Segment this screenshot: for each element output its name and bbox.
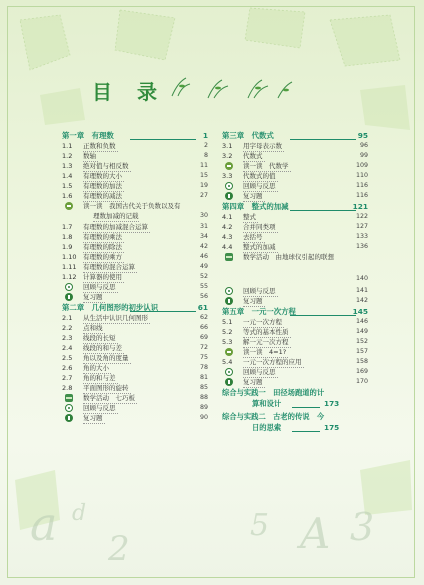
exercise-icon: [65, 293, 73, 301]
section-number: 1.5: [62, 182, 73, 190]
entry-title: 用字母表示数: [243, 142, 282, 150]
page-number: 99: [359, 152, 368, 159]
toc-chapter-heading[interactable]: [222, 201, 370, 212]
toc-entry[interactable]: [62, 333, 210, 343]
toc-entry[interactable]: [62, 413, 210, 423]
entry-title: 复习题: [243, 378, 263, 386]
project-title-line2: 算和设计: [252, 399, 282, 408]
toc-entry[interactable]: [222, 232, 370, 242]
review-icon: [65, 404, 73, 412]
toc-entry[interactable]: [222, 151, 370, 161]
project-title-line2: 日的思索: [252, 423, 282, 432]
toc-project-entry[interactable]: [222, 411, 370, 435]
page-number: 145: [352, 307, 368, 316]
section-number: 2.1: [62, 314, 73, 322]
entry-title: 绝对值与相反数: [83, 162, 129, 170]
page-number: 109: [355, 162, 368, 169]
entry-title: 数学活动 七巧板: [83, 394, 135, 402]
toc-entry[interactable]: [62, 232, 210, 242]
page-number: 46: [199, 253, 208, 260]
page-number: 19: [199, 182, 208, 189]
page-number: 149: [355, 328, 368, 335]
chapter-title: 第三章 代数式: [222, 131, 274, 140]
page-number: 141: [355, 287, 368, 294]
toc-entry[interactable]: [62, 383, 210, 393]
toc-entry[interactable]: [62, 181, 210, 191]
entry-title: 从生活中认识几何图形: [83, 314, 148, 322]
toc-entry[interactable]: [222, 222, 370, 232]
toc-entry[interactable]: [62, 323, 210, 333]
toc-entry[interactable]: [62, 171, 210, 181]
section-number: 1.7: [62, 223, 73, 231]
page-number: 81: [199, 374, 208, 381]
exercise-icon: [225, 192, 233, 200]
toc-entry[interactable]: [62, 161, 210, 171]
page-number: 127: [355, 223, 368, 230]
page-number: 66: [199, 324, 208, 331]
entry-title: 角以及角的度量: [83, 354, 129, 362]
entry-title: 点和线: [83, 324, 103, 332]
page-number: 173: [324, 399, 340, 408]
chapter-title: 第四章 整式的加减: [222, 202, 289, 211]
toc-entry[interactable]: [62, 353, 210, 363]
toc-entry[interactable]: [62, 262, 210, 272]
entry-title: 等式的基本性质: [243, 328, 289, 336]
section-number: 5.4: [222, 358, 233, 366]
page-number: 157: [355, 348, 368, 355]
leader-underline: [292, 407, 320, 408]
section-number: 4.1: [222, 213, 233, 221]
page-title: 目 录: [92, 80, 166, 104]
toc-left-column: [62, 130, 210, 423]
page-number: 49: [199, 263, 208, 270]
entry-title: 正数和负数: [83, 142, 116, 150]
section-number: 1.10: [62, 253, 77, 261]
page-number: 158: [355, 358, 368, 365]
toc-entry[interactable]: [62, 393, 210, 403]
chapter-title: 第二章 几何图形的初步认识: [62, 303, 159, 312]
section-number: 1.6: [62, 192, 73, 200]
svg-text:A: A: [300, 509, 331, 558]
toc-entry[interactable]: [222, 347, 370, 357]
entry-title: 读一读 代数学: [243, 162, 289, 170]
page-number: 75: [199, 354, 208, 361]
entry-title: 角的和与差: [83, 374, 116, 382]
toc-entry[interactable]: [62, 242, 210, 252]
page-number: 31: [199, 223, 208, 230]
entry-title: 线段的长短: [83, 334, 116, 342]
page-number: 1: [202, 131, 208, 140]
entry-title: 复习题: [243, 192, 263, 200]
page-number: 72: [199, 344, 208, 351]
section-number: 4.3: [222, 233, 233, 241]
toc-chapter-heading[interactable]: [222, 306, 370, 317]
page-number: 88: [199, 394, 208, 401]
toc-entry[interactable]: [222, 141, 370, 151]
toc-entry[interactable]: [222, 377, 370, 387]
section-number: 1.8: [62, 233, 73, 241]
page-number: 27: [199, 192, 208, 199]
page-number: 61: [197, 303, 208, 312]
section-number: 3.2: [222, 152, 233, 160]
page-number: 116: [355, 182, 368, 189]
toc-entry[interactable]: [62, 191, 210, 201]
toc-entry[interactable]: [222, 212, 370, 222]
toc-entry[interactable]: [62, 363, 210, 373]
section-number: 2.5: [62, 354, 73, 362]
toc-entry[interactable]: [62, 272, 210, 282]
section-number: 5.3: [222, 338, 233, 346]
toc-entry[interactable]: [62, 282, 210, 292]
toc-entry[interactable]: [62, 222, 210, 232]
review-icon: [225, 368, 233, 376]
toc-entry[interactable]: [62, 201, 210, 222]
section-number: 1.3: [62, 162, 73, 170]
entry-title: 计算器的使用: [83, 273, 122, 281]
page-number: 146: [355, 318, 368, 325]
leader-underline: [292, 431, 320, 432]
page-number: 62: [199, 314, 208, 321]
section-number: 5.1: [222, 318, 233, 326]
page-number: 96: [359, 142, 368, 149]
svg-text:5: 5: [250, 508, 270, 543]
toc-entry[interactable]: [222, 327, 370, 337]
entry-title: 有理数的乘法: [83, 233, 122, 241]
entry-title: 回顾与反思: [243, 287, 276, 295]
page-number: 175: [324, 423, 340, 432]
section-number: 2.2: [62, 324, 73, 332]
page-number: 8: [203, 152, 208, 159]
page-number: 52: [199, 273, 208, 280]
toc-entry[interactable]: [222, 296, 370, 306]
reading-icon: [65, 202, 73, 210]
page-number: 121: [352, 202, 368, 211]
page-number: 34: [199, 233, 208, 240]
entry-title: 数轴: [83, 152, 96, 160]
entry-title: 有理数的乘方: [83, 253, 122, 261]
toc-entry[interactable]: [222, 367, 370, 377]
page-number: 85: [199, 384, 208, 391]
page-number: 142: [355, 297, 368, 304]
page-number: 169: [355, 368, 368, 375]
entry-title: 回顾与反思: [243, 368, 276, 376]
entry-title: 有理数的除法: [83, 243, 122, 251]
page-number: 133: [355, 233, 368, 240]
toc-entry[interactable]: [62, 403, 210, 413]
page-number: 110: [355, 172, 368, 179]
entry-title: 回顾与反思: [83, 404, 116, 412]
exercise-icon: [225, 297, 233, 305]
exercise-icon: [225, 378, 233, 386]
entry-title: 角的大小: [83, 364, 109, 372]
page-number: 11: [199, 162, 208, 169]
toc-entry[interactable]: [222, 161, 370, 171]
section-number: 4.2: [222, 223, 233, 231]
section-number: 1.4: [62, 172, 73, 180]
page-number: 42: [199, 243, 208, 250]
project-title-line1: 综合与实践二 古老的传说 今: [222, 412, 325, 421]
reading-icon: [225, 162, 233, 170]
entry-title: 一元一次方程的应用: [243, 358, 302, 366]
review-icon: [225, 287, 233, 295]
entry-title-line1: 数学活动 由地球仪引起的联想: [243, 253, 334, 261]
entry-title: 有理数的大小: [83, 172, 122, 180]
svg-text:2: 2: [108, 529, 130, 569]
entry-title: 代数式: [243, 152, 263, 160]
entry-title: 读一读 4=1?: [243, 348, 287, 356]
toc-right-column: [222, 130, 370, 435]
reading-icon: [225, 348, 233, 356]
page-number: 78: [199, 364, 208, 371]
toc-entry[interactable]: [222, 191, 370, 201]
toc-chapter-heading[interactable]: [62, 302, 210, 313]
page-number: 15: [199, 172, 208, 179]
section-number: 1.1: [62, 142, 73, 150]
page-number: 116: [355, 192, 368, 199]
chapter-title: 第五章 一元一次方程: [222, 307, 296, 316]
entry-title: 整式的加减: [243, 243, 276, 251]
toc-entry[interactable]: [222, 181, 370, 191]
entry-title: 有理数的加减混合运算: [83, 223, 148, 231]
section-number: 2.8: [62, 384, 73, 392]
entry-title: 整式: [243, 213, 256, 221]
section-number: 2.3: [62, 334, 73, 342]
section-number: 1.12: [62, 273, 77, 281]
exercise-icon: [65, 414, 73, 422]
toc-entry[interactable]: [62, 151, 210, 161]
section-number: 2.7: [62, 374, 73, 382]
svg-text:a: a: [30, 497, 58, 551]
page-number: 89: [199, 404, 208, 411]
page-number: 170: [355, 378, 368, 385]
project-title-line1: 综合与实践一 田径场跑道的计: [222, 388, 325, 397]
entry-title: 有理数的减法: [83, 192, 122, 200]
entry-title: 线段的和与差: [83, 344, 122, 352]
page-number: 140: [355, 275, 368, 282]
section-number: 2.6: [62, 364, 73, 372]
page-number: 56: [199, 293, 208, 300]
entry-title: 合并同类项: [243, 223, 276, 231]
entry-title: 复习题: [83, 293, 103, 301]
svg-text:3: 3: [350, 505, 375, 549]
toc-entry[interactable]: [62, 343, 210, 353]
entry-title: 去括号: [243, 233, 263, 241]
toc-entry[interactable]: [62, 292, 210, 302]
toc-entry[interactable]: [222, 286, 370, 296]
entry-title: 平面图形的旋转: [83, 384, 129, 392]
section-number: 1.9: [62, 243, 73, 251]
page-number: 95: [357, 131, 368, 140]
toc-entry[interactable]: [222, 242, 370, 252]
section-number: 1.2: [62, 152, 73, 160]
toc-chapter-heading[interactable]: [62, 130, 210, 141]
toc-entry[interactable]: [222, 252, 370, 286]
section-number: 4.4: [222, 243, 233, 251]
page-number: 55: [199, 283, 208, 290]
entry-title: 复习题: [243, 297, 263, 305]
entry-title-line2: 理数加减的记载: [93, 212, 139, 220]
section-number: 1.11: [62, 263, 77, 271]
review-icon: [225, 182, 233, 190]
toc-entry[interactable]: [62, 373, 210, 383]
entry-title: 回顾与反思: [243, 182, 276, 190]
page-number: 152: [355, 338, 368, 345]
entry-title: 解一元一次方程: [243, 338, 289, 346]
activity-icon: [225, 253, 233, 261]
section-number: 3.1: [222, 142, 233, 150]
toc-entry[interactable]: [222, 171, 370, 181]
toc-entry[interactable]: [222, 337, 370, 347]
toc-chapter-heading[interactable]: [222, 130, 370, 141]
toc-entry[interactable]: [222, 317, 370, 327]
entry-title: 复习题: [83, 414, 103, 422]
page-number: 2: [203, 142, 208, 149]
entry-title: 代数式的值: [243, 172, 276, 180]
toc-entry[interactable]: [62, 252, 210, 262]
section-number: 3.3: [222, 172, 233, 180]
toc-entry[interactable]: [62, 313, 210, 323]
chapter-title: 第一章 有理数: [62, 131, 114, 140]
entry-title: 回顾与反思: [83, 283, 116, 291]
entry-title: 一元一次方程: [243, 318, 282, 326]
svg-text:d: d: [72, 501, 87, 526]
review-icon: [65, 283, 73, 291]
grass-sprig-decoration: [168, 74, 298, 104]
section-number: 2.4: [62, 344, 73, 352]
page-number: 69: [199, 334, 208, 341]
toc-entry[interactable]: [222, 357, 370, 367]
entry-title: 有理数的混合运算: [83, 263, 135, 271]
toc-project-entry[interactable]: [222, 387, 370, 411]
page-number: 90: [199, 414, 208, 421]
entry-title: 有理数的加法: [83, 182, 122, 190]
page-number: 122: [355, 213, 368, 220]
page-number: 30: [199, 212, 208, 219]
section-number: 5.2: [222, 328, 233, 336]
activity-icon: [65, 394, 73, 402]
entry-title-line1: 读一读 我国古代关于负数以及有: [83, 202, 181, 210]
toc-entry[interactable]: [62, 141, 210, 151]
page-number: 136: [355, 243, 368, 250]
